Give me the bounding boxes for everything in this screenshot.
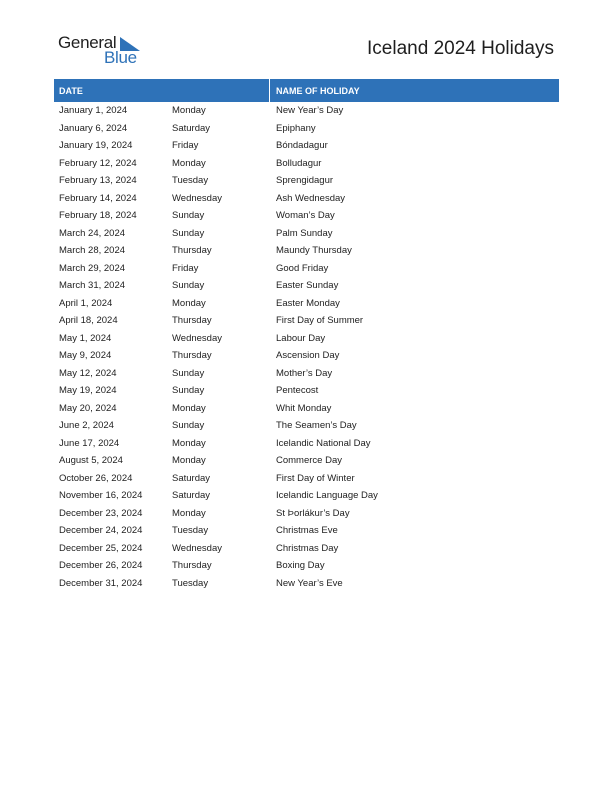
page-title: Iceland 2024 Holidays bbox=[367, 38, 554, 59]
holiday-name: Icelandic National Day bbox=[276, 437, 371, 449]
table-header bbox=[54, 79, 559, 102]
holiday-table bbox=[54, 79, 559, 592]
holiday-weekday: Saturday bbox=[172, 490, 211, 501]
holiday-date: November 16, 2024 bbox=[59, 490, 143, 501]
holiday-name: First Day of Winter bbox=[276, 472, 355, 484]
column-divider bbox=[269, 79, 270, 102]
table-row bbox=[54, 242, 559, 260]
holiday-date: April 18, 2024 bbox=[59, 315, 118, 326]
holiday-weekday: Wednesday bbox=[172, 542, 222, 554]
holiday-date: May 12, 2024 bbox=[59, 367, 117, 379]
holiday-name: Ascension Day bbox=[276, 350, 340, 361]
holiday-date: April 1, 2024 bbox=[59, 297, 113, 309]
table-row bbox=[54, 540, 559, 558]
table-row bbox=[54, 260, 559, 278]
holiday-name: Sprengidagur bbox=[276, 175, 334, 186]
table-row bbox=[54, 207, 559, 225]
holiday-date: March 31, 2024 bbox=[59, 280, 126, 291]
holiday-date: December 24, 2024 bbox=[59, 525, 143, 536]
table-row bbox=[54, 505, 559, 523]
table-row bbox=[54, 295, 559, 313]
holiday-date: August 5, 2024 bbox=[59, 455, 123, 466]
holiday-name: First Day of Summer bbox=[276, 315, 364, 326]
holiday-weekday: Monday bbox=[172, 105, 206, 116]
holiday-weekday: Monday bbox=[172, 437, 206, 449]
holiday-name: Maundy Thursday bbox=[276, 245, 352, 256]
holiday-name: Boxing Day bbox=[276, 560, 325, 571]
holiday-weekday: Monday bbox=[172, 402, 206, 414]
holiday-name: Whit Monday bbox=[276, 402, 332, 414]
holiday-name: Palm Sunday bbox=[276, 227, 333, 239]
table-row bbox=[54, 382, 559, 400]
table-row bbox=[54, 330, 559, 348]
holiday-name: Christmas Eve bbox=[276, 525, 338, 536]
column-header-holiday-name: NAME OF HOLIDAY bbox=[276, 86, 360, 96]
table-row bbox=[54, 347, 559, 365]
holiday-weekday: Tuesday bbox=[172, 525, 209, 536]
table-row bbox=[54, 400, 559, 418]
holiday-weekday: Friday bbox=[172, 140, 199, 151]
holiday-weekday: Friday bbox=[172, 262, 199, 274]
holiday-date: March 24, 2024 bbox=[59, 227, 126, 239]
holiday-weekday: Monday bbox=[172, 455, 206, 466]
holiday-name: Ash Wednesday bbox=[276, 192, 346, 204]
holiday-weekday: Thursday bbox=[172, 245, 212, 256]
table-row bbox=[54, 557, 559, 575]
logo-text-general: General bbox=[58, 33, 117, 52]
holiday-date: October 26, 2024 bbox=[59, 472, 133, 484]
holiday-weekday: Tuesday bbox=[172, 577, 209, 589]
holiday-name: St Þorlákur’s Day bbox=[276, 507, 350, 519]
holiday-name: Pentecost bbox=[276, 385, 319, 396]
holiday-name: Bolludagur bbox=[276, 157, 322, 169]
logo-text-blue: Blue bbox=[104, 48, 137, 67]
holiday-weekday: Sunday bbox=[172, 385, 205, 396]
holiday-name: Good Friday bbox=[276, 262, 329, 274]
table-row bbox=[54, 102, 559, 120]
holiday-weekday: Thursday bbox=[172, 350, 212, 361]
table-row bbox=[54, 137, 559, 155]
table-row bbox=[54, 155, 559, 173]
holiday-weekday: Tuesday bbox=[172, 175, 209, 186]
holiday-name: Icelandic Language Day bbox=[276, 490, 378, 501]
holiday-date: June 2, 2024 bbox=[59, 420, 114, 431]
holiday-date: February 14, 2024 bbox=[59, 192, 137, 204]
table-row bbox=[54, 365, 559, 383]
holiday-date: February 18, 2024 bbox=[59, 210, 137, 221]
holiday-date: March 29, 2024 bbox=[59, 262, 126, 274]
holiday-name: Woman’s Day bbox=[276, 210, 335, 221]
holiday-date: February 12, 2024 bbox=[59, 157, 137, 169]
holiday-name: Bóndadagur bbox=[276, 140, 328, 151]
holiday-date: May 1, 2024 bbox=[59, 332, 112, 344]
table-row bbox=[54, 575, 559, 593]
holiday-weekday: Sunday bbox=[172, 367, 205, 379]
holiday-weekday: Thursday bbox=[172, 315, 212, 326]
table-row bbox=[54, 312, 559, 330]
holiday-date: December 23, 2024 bbox=[59, 507, 143, 519]
holiday-name: Mother’s Day bbox=[276, 367, 333, 379]
holiday-date: March 28, 2024 bbox=[59, 245, 126, 256]
holiday-weekday: Wednesday bbox=[172, 332, 222, 344]
table-row bbox=[54, 417, 559, 435]
holiday-name: Easter Sunday bbox=[276, 280, 339, 291]
table-row bbox=[54, 470, 559, 488]
table-row bbox=[54, 190, 559, 208]
holiday-date: February 13, 2024 bbox=[59, 175, 137, 186]
holiday-name: Easter Monday bbox=[276, 297, 340, 309]
generalblue-logo bbox=[58, 33, 148, 69]
holiday-date: May 19, 2024 bbox=[59, 385, 117, 396]
holiday-date: December 25, 2024 bbox=[59, 542, 143, 554]
holiday-weekday: Thursday bbox=[172, 560, 212, 571]
holiday-name: New Year’s Day bbox=[276, 105, 344, 116]
holiday-weekday: Sunday bbox=[172, 280, 205, 291]
holiday-weekday: Saturday bbox=[172, 122, 211, 134]
holiday-name: Epiphany bbox=[276, 122, 316, 134]
holiday-date: June 17, 2024 bbox=[59, 437, 120, 449]
table-row bbox=[54, 522, 559, 540]
holiday-date: January 1, 2024 bbox=[59, 105, 128, 116]
holiday-weekday: Sunday bbox=[172, 420, 205, 431]
table-body bbox=[54, 102, 559, 592]
holiday-date: May 9, 2024 bbox=[59, 350, 112, 361]
holiday-date: December 26, 2024 bbox=[59, 560, 143, 571]
table-row bbox=[54, 487, 559, 505]
holiday-weekday: Wednesday bbox=[172, 192, 222, 204]
table-row bbox=[54, 277, 559, 295]
table-row bbox=[54, 225, 559, 243]
table-row bbox=[54, 120, 559, 138]
holiday-weekday: Monday bbox=[172, 157, 206, 169]
holiday-name: New Year’s Eve bbox=[276, 577, 343, 589]
table-row bbox=[54, 452, 559, 470]
table-row bbox=[54, 172, 559, 190]
holiday-date: December 31, 2024 bbox=[59, 577, 143, 589]
holiday-weekday: Sunday bbox=[172, 210, 205, 221]
holiday-date: January 6, 2024 bbox=[59, 122, 128, 134]
column-header-date: DATE bbox=[59, 86, 83, 96]
holiday-date: May 20, 2024 bbox=[59, 402, 117, 414]
holiday-name: The Seamen’s Day bbox=[276, 420, 357, 431]
holiday-weekday: Monday bbox=[172, 297, 206, 309]
table-row bbox=[54, 435, 559, 453]
holiday-name: Commerce Day bbox=[276, 455, 342, 466]
holiday-name: Christmas Day bbox=[276, 542, 339, 554]
holiday-weekday: Monday bbox=[172, 507, 206, 519]
holiday-weekday: Saturday bbox=[172, 472, 211, 484]
holiday-date: January 19, 2024 bbox=[59, 140, 133, 151]
holiday-name: Labour Day bbox=[276, 332, 326, 344]
holiday-weekday: Sunday bbox=[172, 227, 205, 239]
